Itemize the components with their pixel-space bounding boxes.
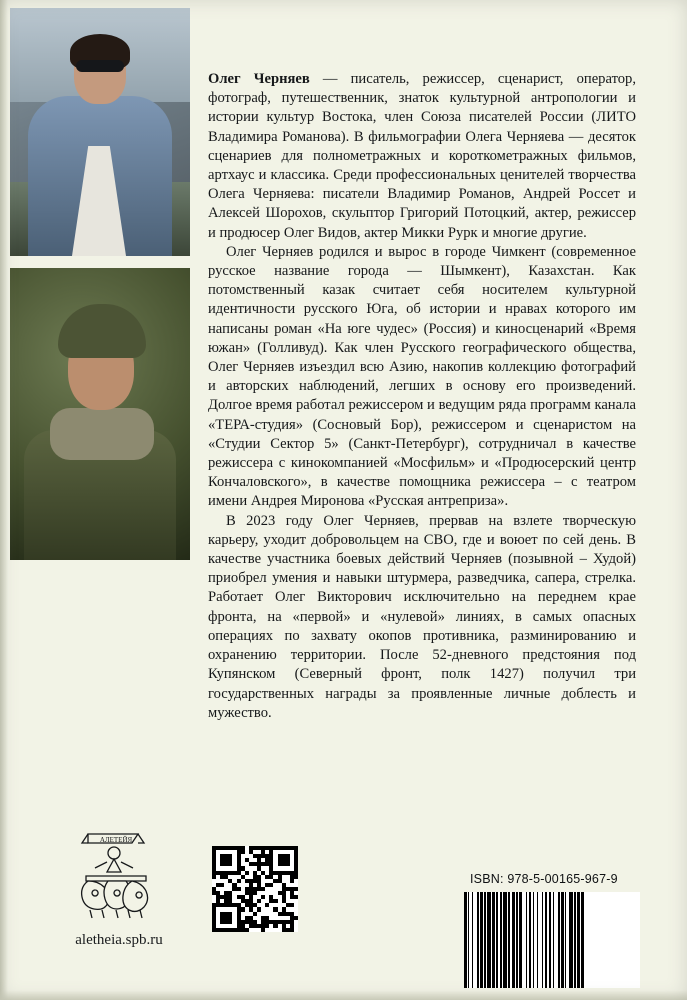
author-photo-military <box>10 268 190 560</box>
qr-code[interactable] <box>212 846 298 932</box>
publisher-website[interactable]: aletheia.spb.ru <box>75 932 163 948</box>
publisher-logo-icon <box>62 826 170 922</box>
author-biography <box>208 70 636 723</box>
biography-paragraph-1 <box>208 70 636 243</box>
page-edge-shadow-left <box>0 0 8 1000</box>
isbn-label: ISBN: 978-5-00165-967-9 <box>470 872 618 886</box>
biography-paragraph-3: В 2023 году Олег Черняев, прервав на взлете творческую карьеру, уходит добровольцем на СВО, где и воюет по сей день. В качестве участника боевых действий Черняев (позывной – Худой) приобрел умения и навыки штурмера, разведчика, сапера, стрелка. Работает Олег Викторович исключительно на переднем крае фронта, на «первой» и «нулевой» линиях, в самых опасных операциях по захвату окопов противника, разминированию и охранению территории. После 52-дневного предстояния под Купянском (Северный фронт, полк 1427) получил три государственных награды за проявленные личные доблесть и мужество. <box>208 512 636 721</box>
author-name: Олег Черняев <box>208 71 310 87</box>
author-photo-civilian <box>10 8 190 256</box>
page-edge-shadow-bottom <box>0 990 687 1000</box>
sunglasses-icon <box>76 60 124 72</box>
biography-paragraph-1-text: — писатель, режиссер, сценарист, оператор, фотограф, путешественник, знаток культурной антропологии и истории культур Востока, член Союза писателей России (ЛИТО Владимира Романова). В фильмографии Олега Черняева — десяток сценариев для полнометражных и короткометражных фильмов, артхаус и классика. Среди профессиональных ценителей творчества Олега Черняева: писатели Владимир Романов, Андрей Россет и Алексей Шорохов, скульптор Григорий Потоцкий, актер, режиссер и продюсер Олег Видов, актер Микки Рурк и многие другие. <box>208 71 636 241</box>
biography-paragraph-2: Олег Черняев родился и вырос в городе Чимкент (современное русское название города — Шымкент), Казахстан. Как потомственный казак считает себя носителем культурной идентичности русского Юга, об истории и нравах которого им написаны роман «На юге чудес» (Россия) и киносценарий «Время южан» (Голливуд). Как член Русского географического общества, Олег Черняев изъездил всю Азию, накопив коллекцию фотографий и авторских наблюдений, легших в основу его произведений. Долгое время работал режиссером и ведущим ряда программ канала «ТЕРА-студия» (Сосновый Бор), режиссером и сценаристом на «Студии Сектор 5» (Санкт-Петербург), сотрудничал в качестве режиссера с кинокомпанией «Мосфильм» и «Продюсерский центр Кончаловского», в качестве помощника режиссера – с театром имени Андрея Миронова «Русская антреприза». <box>208 243 636 510</box>
isbn-barcode <box>464 892 640 988</box>
svg-text:АЛЕТЕЙЯ: АЛЕТЕЙЯ <box>99 836 133 844</box>
photo-person-scarf <box>50 408 154 460</box>
